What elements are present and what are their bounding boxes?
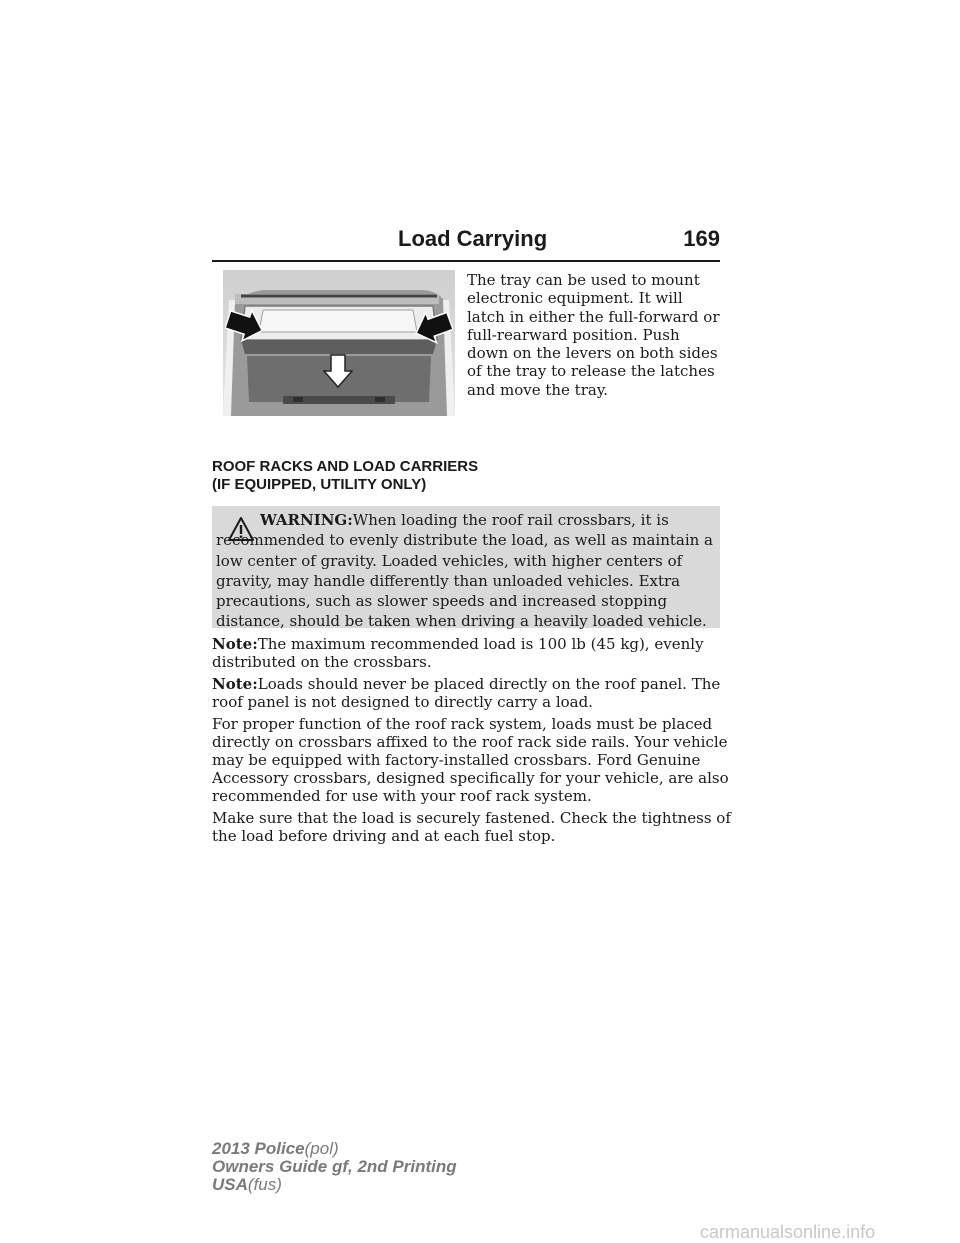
note-label: Note: [212,635,258,653]
cargo-tray-illustration [223,270,455,416]
note-paragraph [212,675,732,711]
figure-caption: The tray can be used to mount electronic equipment. It will latch in either the full-forward or full-rearward position. Push down on the levers on both sides of the tray to release the latches and move the tray. [467,271,720,399]
page-header [212,226,720,262]
arrow-down-icon [323,354,353,388]
body-paragraph: For proper function of the roof rack system, loads must be placed directly on crossbars affixed to the roof rack side rails. Your vehicle may be equipped with factory-installed crossbars. Ford Genuine Accessory crossbars, designed specifically for your vehicle, are also recommended for use with your roof rack system. [212,715,729,805]
warning-text [216,510,722,632]
note-text: Loads should never be placed directly on the roof panel. The roof panel is not designed to directly carry a load. [212,675,721,711]
section-heading-line: ROOF RACKS AND LOAD CARRIERS [212,458,479,475]
section-heading [212,458,732,493]
body-paragraph: Make sure that the load is securely fastened. Check the tightness of the load before driving and at each fuel stop. [212,809,731,845]
note-paragraph [212,635,732,671]
note-text: The maximum recommended load is 100 lb (45 kg), evenly distributed on the crossbars. [212,635,704,671]
footer-market: USA [212,1175,248,1194]
warning-body: When loading the roof rail crossbars, it is recommended to evenly distribute the load, as well as maintain a low center of gravity. Loaded vehicles, with higher centers of gravity, may handle differently than unloaded vehicles. Extra precautions, such as slower speeds and increased stopping distance, should be taken when driving a heavily loaded vehicle. [216,511,713,631]
warning-label: WARNING: [260,511,353,529]
arrow-right-icon [225,308,265,342]
section-title: Load Carrying [398,226,548,251]
note-label: Note: [212,675,258,693]
header-rule [212,260,720,262]
watermark: carmanualsonline.info [700,1222,876,1242]
page-footer [212,1140,457,1194]
page-number: 169 [683,226,720,251]
footer-guide: Owners Guide gf, 2nd Printing [212,1157,457,1176]
footer-market-code: (fus) [247,1175,282,1194]
arrow-left-icon [413,310,453,344]
footer-model-code: (pol) [304,1139,339,1158]
section-heading-line: (IF EQUIPPED, UTILITY ONLY) [212,475,427,493]
footer-model: 2013 Police [212,1139,305,1158]
